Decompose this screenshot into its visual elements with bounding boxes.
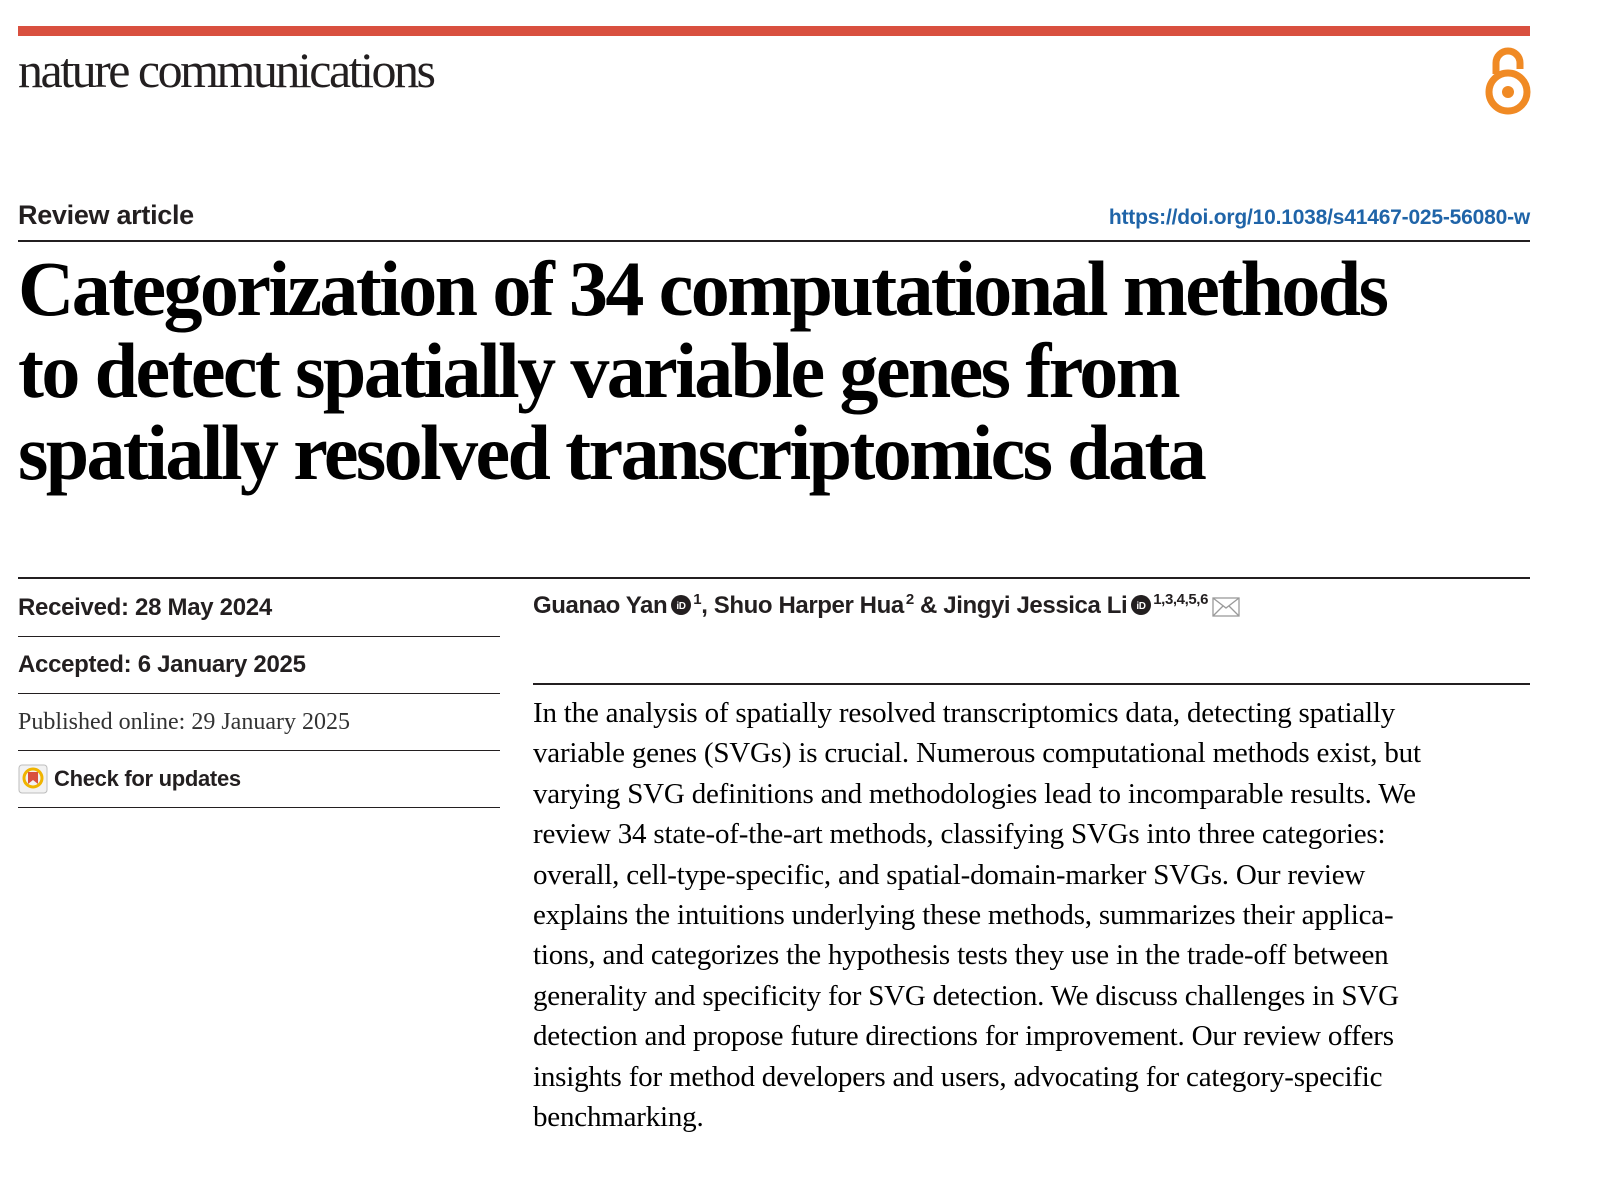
journal-accent-bar — [18, 26, 1530, 36]
abstract-line: insights for method developers and users, advocating for category-specific — [533, 1060, 1383, 1093]
check-for-updates-icon — [18, 764, 48, 794]
abstract-line: In the analysis of spatially resolved transcriptomics data, detecting spatially — [533, 697, 1396, 729]
check-for-updates-button[interactable] — [18, 751, 500, 808]
author-separator: & — [913, 592, 944, 619]
abstract-line: generality and specificity for SVG detection. We discuss challenges in SVG — [533, 979, 1399, 1012]
abstract-line: detection and propose future directions for improvement. Our review offers — [533, 1020, 1394, 1053]
open-access-icon — [1484, 44, 1532, 118]
abstract-line: varying SVG definitions and methodologies lead to incomparable results. We — [533, 777, 1416, 810]
orcid-icon[interactable] — [671, 595, 691, 615]
abstract-line: tions, and categorizes the hypothesis tests they use in the trade-off between — [533, 939, 1389, 972]
abstract-line: explains the intuitions underlying these methods, summarizes their applica- — [533, 899, 1394, 932]
svg-text:iD: iD — [1136, 601, 1146, 612]
article-type: Review article — [18, 200, 194, 230]
author-name[interactable]: Guanao Yan — [533, 592, 668, 619]
abstract-line: benchmarking. — [533, 1101, 704, 1134]
abstract-divider — [533, 683, 1530, 685]
author-name[interactable]: Shuo Harper Hua — [713, 592, 904, 619]
svg-text:iD: iD — [676, 601, 686, 612]
journal-name: nature communications — [18, 42, 434, 98]
title-divider — [18, 240, 1530, 242]
envelope-icon[interactable] — [1212, 597, 1240, 617]
title-line: to detect spatially variable genes from — [18, 327, 1179, 414]
abstract-line: variable genes (SVGs) is crucial. Numerous computational methods exist, but — [533, 737, 1421, 770]
author-list — [533, 588, 1240, 624]
article-title — [18, 245, 1558, 496]
author-affiliation: 1 — [693, 591, 702, 608]
abstract — [533, 693, 1533, 1137]
abstract-line: overall, cell-type-specific, and spatial-domain-marker SVGs. Our review — [533, 858, 1366, 891]
author-name[interactable]: Jingyi Jessica Li — [943, 592, 1128, 619]
received-date: Received: 28 May 2024 — [18, 580, 500, 637]
author-separator: , — [701, 592, 714, 619]
accepted-date: Accepted: 6 January 2025 — [18, 637, 500, 694]
published-date: Published online: 29 January 2025 — [18, 694, 500, 751]
title-line: spatially resolved transcriptomics data — [18, 409, 1205, 496]
abstract-line: review 34 state-of-the-art methods, classifying SVGs into three categories: — [533, 818, 1386, 851]
author-affiliation: 2 — [905, 591, 914, 608]
doi-link[interactable]: https://doi.org/10.1038/s41467-025-56080-w — [1108, 206, 1530, 229]
check-for-updates-label: Check for updates — [54, 766, 241, 791]
author-affiliation: 1,3,4,5,6 — [1153, 591, 1209, 608]
meta-divider — [18, 577, 1530, 579]
orcid-icon[interactable] — [1131, 595, 1151, 615]
title-line: Categorization of 34 computational methods — [18, 245, 1387, 332]
